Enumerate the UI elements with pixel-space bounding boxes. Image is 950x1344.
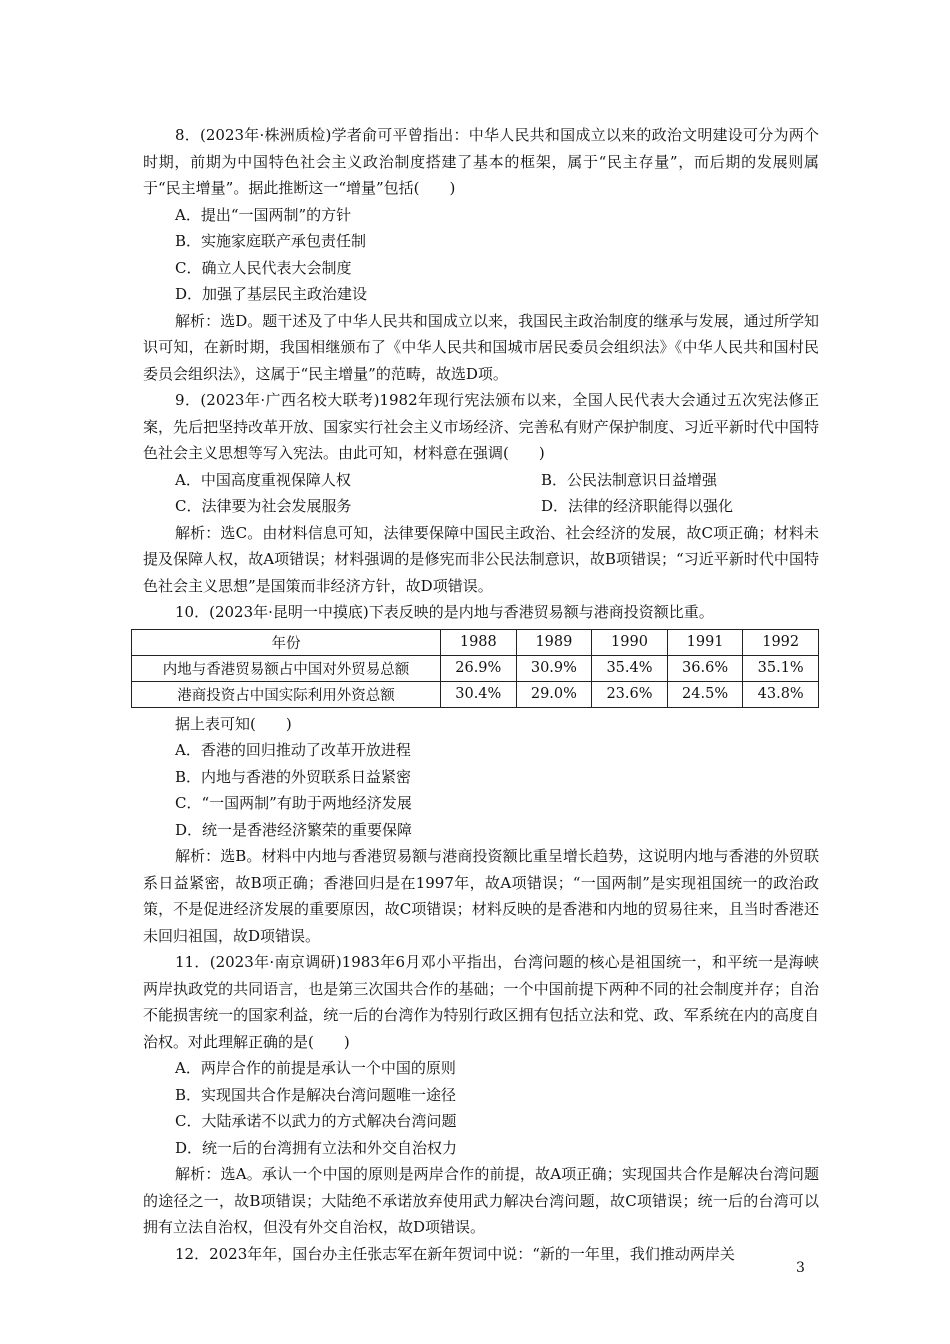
- table-cell: 29.0%: [516, 681, 592, 707]
- question-12-stem: 12．2023年年，国台办主任张志军在新年贺词中说：“新的一年里，我们推动两岸关: [175, 1244, 735, 1263]
- table-header-row: [132, 629, 819, 655]
- question-10-analysis: 解析：选B。材料中内地与香港贸易额与港商投资额比重呈增长趋势，这说明内地与香港的外贸联系日益紧密，故B项正确；香港回归是在1997年，故A项错误；“一国两制”是实现祖国统一的政治政策，不是促进经济发展的重要原因，故C项错误；材料反映的是香港和内地的贸易往来，且当时香港还未回归祖国，故D项错误。: [143, 847, 819, 945]
- question-11-option-d: D．统一后的台湾拥有立法和外交自治权力: [175, 1138, 458, 1157]
- question-11-analysis: 解析：选A。承认一个中国的原则是两岸合作的前提，故A项正确；实现国共合作是解决台湾问题的途径之一，故B项错误；大陆绝不承诺放弃使用武力解决台湾问题，故C项错误；统一后的台湾可以拥有立法自治权，但没有外交自治权，故D项错误。: [143, 1165, 819, 1236]
- table-header-cell: 年份: [132, 629, 441, 655]
- table-cell: 43.8%: [743, 681, 819, 707]
- table-cell: 30.9%: [516, 655, 592, 681]
- question-10-option-b: B．内地与香港的外贸联系日益紧密: [175, 767, 412, 786]
- question-10-option-d: D．统一是香港经济繁荣的重要保障: [175, 820, 413, 839]
- table-cell: 30.4%: [441, 681, 517, 707]
- page-content: [143, 122, 819, 1267]
- table-cell: 内地与香港贸易额占中国对外贸易总额: [132, 655, 441, 681]
- table-row: [132, 655, 819, 681]
- table-cell: 23.6%: [592, 681, 668, 707]
- table-cell: 35.1%: [743, 655, 819, 681]
- question-9-option-b: B．公民法制意识日益增强: [541, 470, 718, 489]
- question-8-option-d: D．加强了基层民主政治建设: [175, 285, 368, 303]
- question-11-option-b: B．实现国共合作是解决台湾问题唯一途径: [175, 1085, 457, 1104]
- question-8-stem: 8．(2023年·株洲质检)学者俞可平曾指出：中华人民共和国成立以来的政治文明建设可分为两个时期，前期为中国特色社会主义政治制度搭建了基本的框架，属于“民主存量”，而后期的发展则属于“民主增量”。据此推断这一“增量”包括( ): [143, 126, 819, 197]
- table-header-cell: 1991: [667, 629, 743, 655]
- question-10-option-c: C．“一国两制”有助于两地经济发展: [175, 794, 412, 812]
- question-9-option-a: A．中国高度重视保障人权: [175, 470, 351, 489]
- table-header-cell: 1992: [743, 629, 819, 655]
- question-9-option-d: D．法律的经济职能得以强化: [541, 497, 734, 515]
- question-9-options-row-1: [143, 467, 819, 494]
- page-number: 3: [796, 1260, 805, 1276]
- table-row: [132, 681, 819, 707]
- table-cell: 港商投资占中国实际利用外资总额: [132, 681, 441, 707]
- question-9-options-row-2: [143, 493, 819, 520]
- question-9-option-c: C．法律要为社会发展服务: [175, 497, 352, 515]
- question-10-stem: 10．(2023年·昆明一中摸底)下表反映的是内地与香港贸易额与港商投资额比重。: [175, 603, 714, 621]
- table-cell: 35.4%: [592, 655, 668, 681]
- question-8-option-a: A．提出“一国两制”的方针: [175, 205, 352, 224]
- table-header-cell: 1990: [592, 629, 668, 655]
- trade-investment-table: [131, 629, 819, 708]
- table-cell: 36.6%: [667, 655, 743, 681]
- table-cell: 24.5%: [667, 681, 743, 707]
- question-8-option-b: B．实施家庭联产承包责任制: [175, 232, 367, 250]
- question-11-stem: 11．(2023年·南京调研)1983年6月邓小平指出，台湾问题的核心是祖国统一，和平统一是海峡两岸执政党的共同语言，也是第三次国共合作的基础；一个中国前提下两种不同的社会制度并存；自治不能损害统一的国家利益，统一后的台湾作为特别行政区拥有包括立法和党、政、军系统在内的高度自治权。对此理解正确的是( ): [143, 953, 819, 1051]
- question-10-option-a: A．香港的回归推动了改革开放进程: [175, 741, 411, 759]
- question-9-analysis: 解析：选C。由材料信息可知，法律要保障中国民主政治、社会经济的发展，故C项正确；材料未提及保障人权，故A项错误；材料强调的是修宪而非公民法制意识，故B项错误；“习近平新时代中国特色社会主义思想”是国策而非经济方针，故D项错误。: [143, 523, 819, 595]
- question-10-prompt: 据上表可知( ): [175, 714, 292, 733]
- table-cell: 26.9%: [441, 655, 517, 681]
- question-11-option-a: A．两岸合作的前提是承认一个中国的原则: [175, 1059, 456, 1077]
- table-header-cell: 1989: [516, 629, 592, 655]
- question-8-analysis: 解析：选D。题干述及了中华人民共和国成立以来，我国民主政治制度的继承与发展，通过所学知识可知，在新时期，我国相继颁布了《中华人民共和国城市居民委员会组织法》《中华人民共和国村民委员会组织法》，这属于“民主增量”的范畴，故选D项。: [143, 311, 819, 383]
- question-9-stem: 9．(2023年·广西名校大联考)1982年现行宪法颁布以来，全国人民代表大会通过五次宪法修正案，先后把坚持改革开放、国家实行社会主义市场经济、完善私有财产保护制度、习近平新时代中国特色社会主义思想等写入宪法。由此可知，材料意在强调( ): [143, 391, 819, 462]
- table-header-cell: 1988: [441, 629, 517, 655]
- question-8-option-c: C．确立人民代表大会制度: [175, 258, 352, 277]
- question-11-option-c: C．大陆承诺不以武力的方式解决台湾问题: [175, 1112, 457, 1130]
